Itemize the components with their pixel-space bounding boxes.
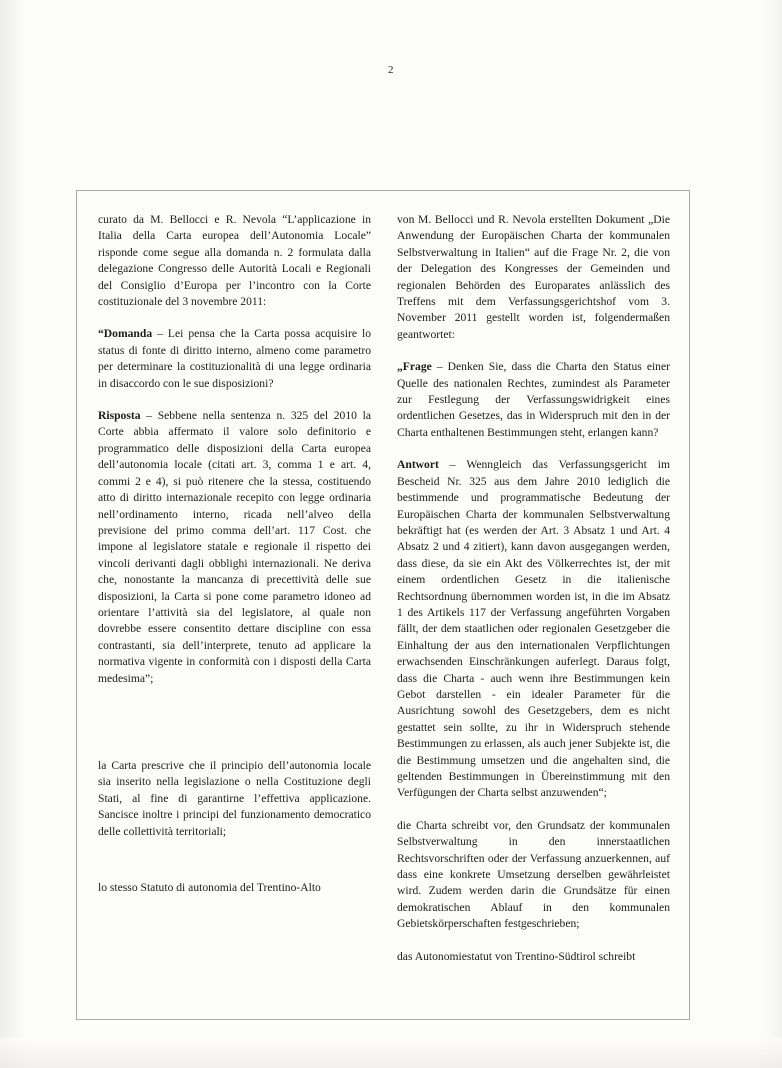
paragraph [397,818,670,933]
paragraph [397,359,670,441]
paragraph [397,457,670,802]
scan-edge-shadow-right [760,0,782,1068]
paragraph-lead: Antwort [397,458,439,472]
paragraph-text: – Denken Sie, dass die Charta den Status einer Quelle des nationalen Rechtes, zumindest als Parameter zur Festlegung der Verfassungswidrigkeit eines ordentlichen Gesetzes, das in Widerspruch mit den in der Charta enthaltenen Bestimmungen steht, erlangen kann? [397,360,670,439]
paragraph-lead: “Domanda [98,327,153,341]
paragraph-text: das Autonomiestatut von Trentino-Südtirol schreibt [397,949,636,963]
paragraph-text: – Wenngleich das Verfassungsgericht im Bescheid Nr. 325 aus dem Jahre 2010 lediglich die bestimmende und programmatische Bedeutung der Europäischen Charta der kommunalen Selbstverwaltung bekräftigt hat (es werden der Art. 3 Absatz 1 und Art. 4 Absatz 2 und 4 zitiert), kann davon ausgegangen werden, dass diese, da sie ein Akt des Völkerrechtes ist, der mit einem ordentlichen Gesetz in die italienische Rechtsordnung übernommen worden ist, in die im Absatz 1 des Artikels 117 der Verfassung angeführten Vorgaben fällt, der dem staatlichen oder regionalen Gesetzgeber die Einhaltung der aus den internationalen Verpflichtungen erwachsenden Einschränkungen auferlegt. Daraus folgt, dass die Charta - auch wenn ihre Bestimmungen kein Gebot darstellen - ein idealer Parameter für die Ausrichtung sowohl des Gesetzgebers, dem es nicht gestattet sein sollte, zu ihr in Widerspruch stehende Bestimmungen zu erlassen, als auch jener Subjekte ist, die die Bestimmung umsetzen und die angehalten sind, die geltenden Bestimmungen in Übereinstimmung mit den Verfügungen der Charta selbst anzuwenden“; [397,458,670,800]
paragraph [98,880,371,896]
paragraph-spacer [98,700,371,718]
paragraph [98,758,371,840]
paragraph-lead: Risposta [98,409,141,423]
paragraph [98,326,371,392]
paragraph-text: von M. Bellocci und R. Nevola erstellten Dokument „Die Anwendung der Europäischen Charta der kommunalen Selbstverwaltung in Italien“ auf die Frage Nr. 2, die von der Delegation des Kongresses der Gemeinden und regionalen Behörden des Europarates anlässlich des Treffens mit dem Verfassungsgerichtshof vom 3. November 2011 gestellt worden ist, folgendermaßen geantwortet: [397,213,670,341]
page-number: 2 [388,64,394,76]
paragraph-text: – Sebbene nella sentenza n. 325 del 2010 la Corte abbia affermato il valore solo definitorio e programmatico delle disposizioni della Carta europea dell’autonomia locale (citati art. 3, comma 1 e art. 4, commi 2 e 4), si può ritenere che la stessa, costituendo atto di diritto internazionale recepito con legge ordinaria nell’ordinamento interno, ricada nell’alveo della previsione del primo comma dell’art. 117 Cost. che impone al legislatore statale e regionale il rispetto dei vincoli derivanti dagli obblighi internazionali. Ne deriva che, nonostante la mancanza di precettività delle sue disposizioni, la Carta si pone come parametro idoneo ad orientare l’attività sia del legislatore, al quale non dovrebbe essere consentito dettare discipline con essa contrastanti, sia dell’interprete, tenuto ad applicare la normativa vigente in conformità con i disposti della Carta medesima”; [98,409,371,685]
paragraph-text: curato da M. Bellocci e R. Nevola “L’applicazione in Italia della Carta europea dell’Autonomia Locale” risponde come segue alla domanda n. 2 formulata dalla delegazione Congresso delle Autorità Locali e Regionali del Consiglio d’Europa per l’incontro con la Corte costituzionale del 3 novembre 2011: [98,213,371,309]
scan-edge-shadow-left [0,0,26,1068]
two-column-body [98,212,670,965]
paragraph [397,949,670,965]
scan-edge-shadow-bottom [0,1038,782,1068]
paragraph-text: – Lei pensa che la Carta possa acquisire lo status di fonte di diritto interno, almeno come parametro per determinare la costituzionalità di una legge ordinaria in disaccordo con le sue disposizioni? [98,327,371,390]
paragraph-text: die Charta schreibt vor, den Grundsatz der kommunalen Selbstverwaltung in den innerstaatlichen Rechtsvorschriften oder der Verfassung anzuerkennen, auf dass eine konkrete Umsetzung derselben gewährleistet wird. Zudem werden darin die Grundsätze für einen demokratischen Ablauf in den kommunalen Gebietskörperschaften festgeschrieben; [397,818,670,931]
paragraph [98,408,371,687]
paragraph [397,212,670,343]
paragraph [98,212,371,310]
paragraph-text: lo stesso Statuto di autonomia del Trentino-Alto [98,881,321,894]
column-italian [98,212,371,965]
paragraph-lead: „Frage [397,360,432,374]
column-german [397,212,670,965]
paragraph-text: la Carta prescrive che il principio dell’autonomia locale sia inserito nella legislazione o nella Costituzione degli Stati, al fine di garantirne l’effettiva applicazione. Sancisce inoltre i principi del funzionamento democratico delle collettività territoriali; [98,758,371,838]
